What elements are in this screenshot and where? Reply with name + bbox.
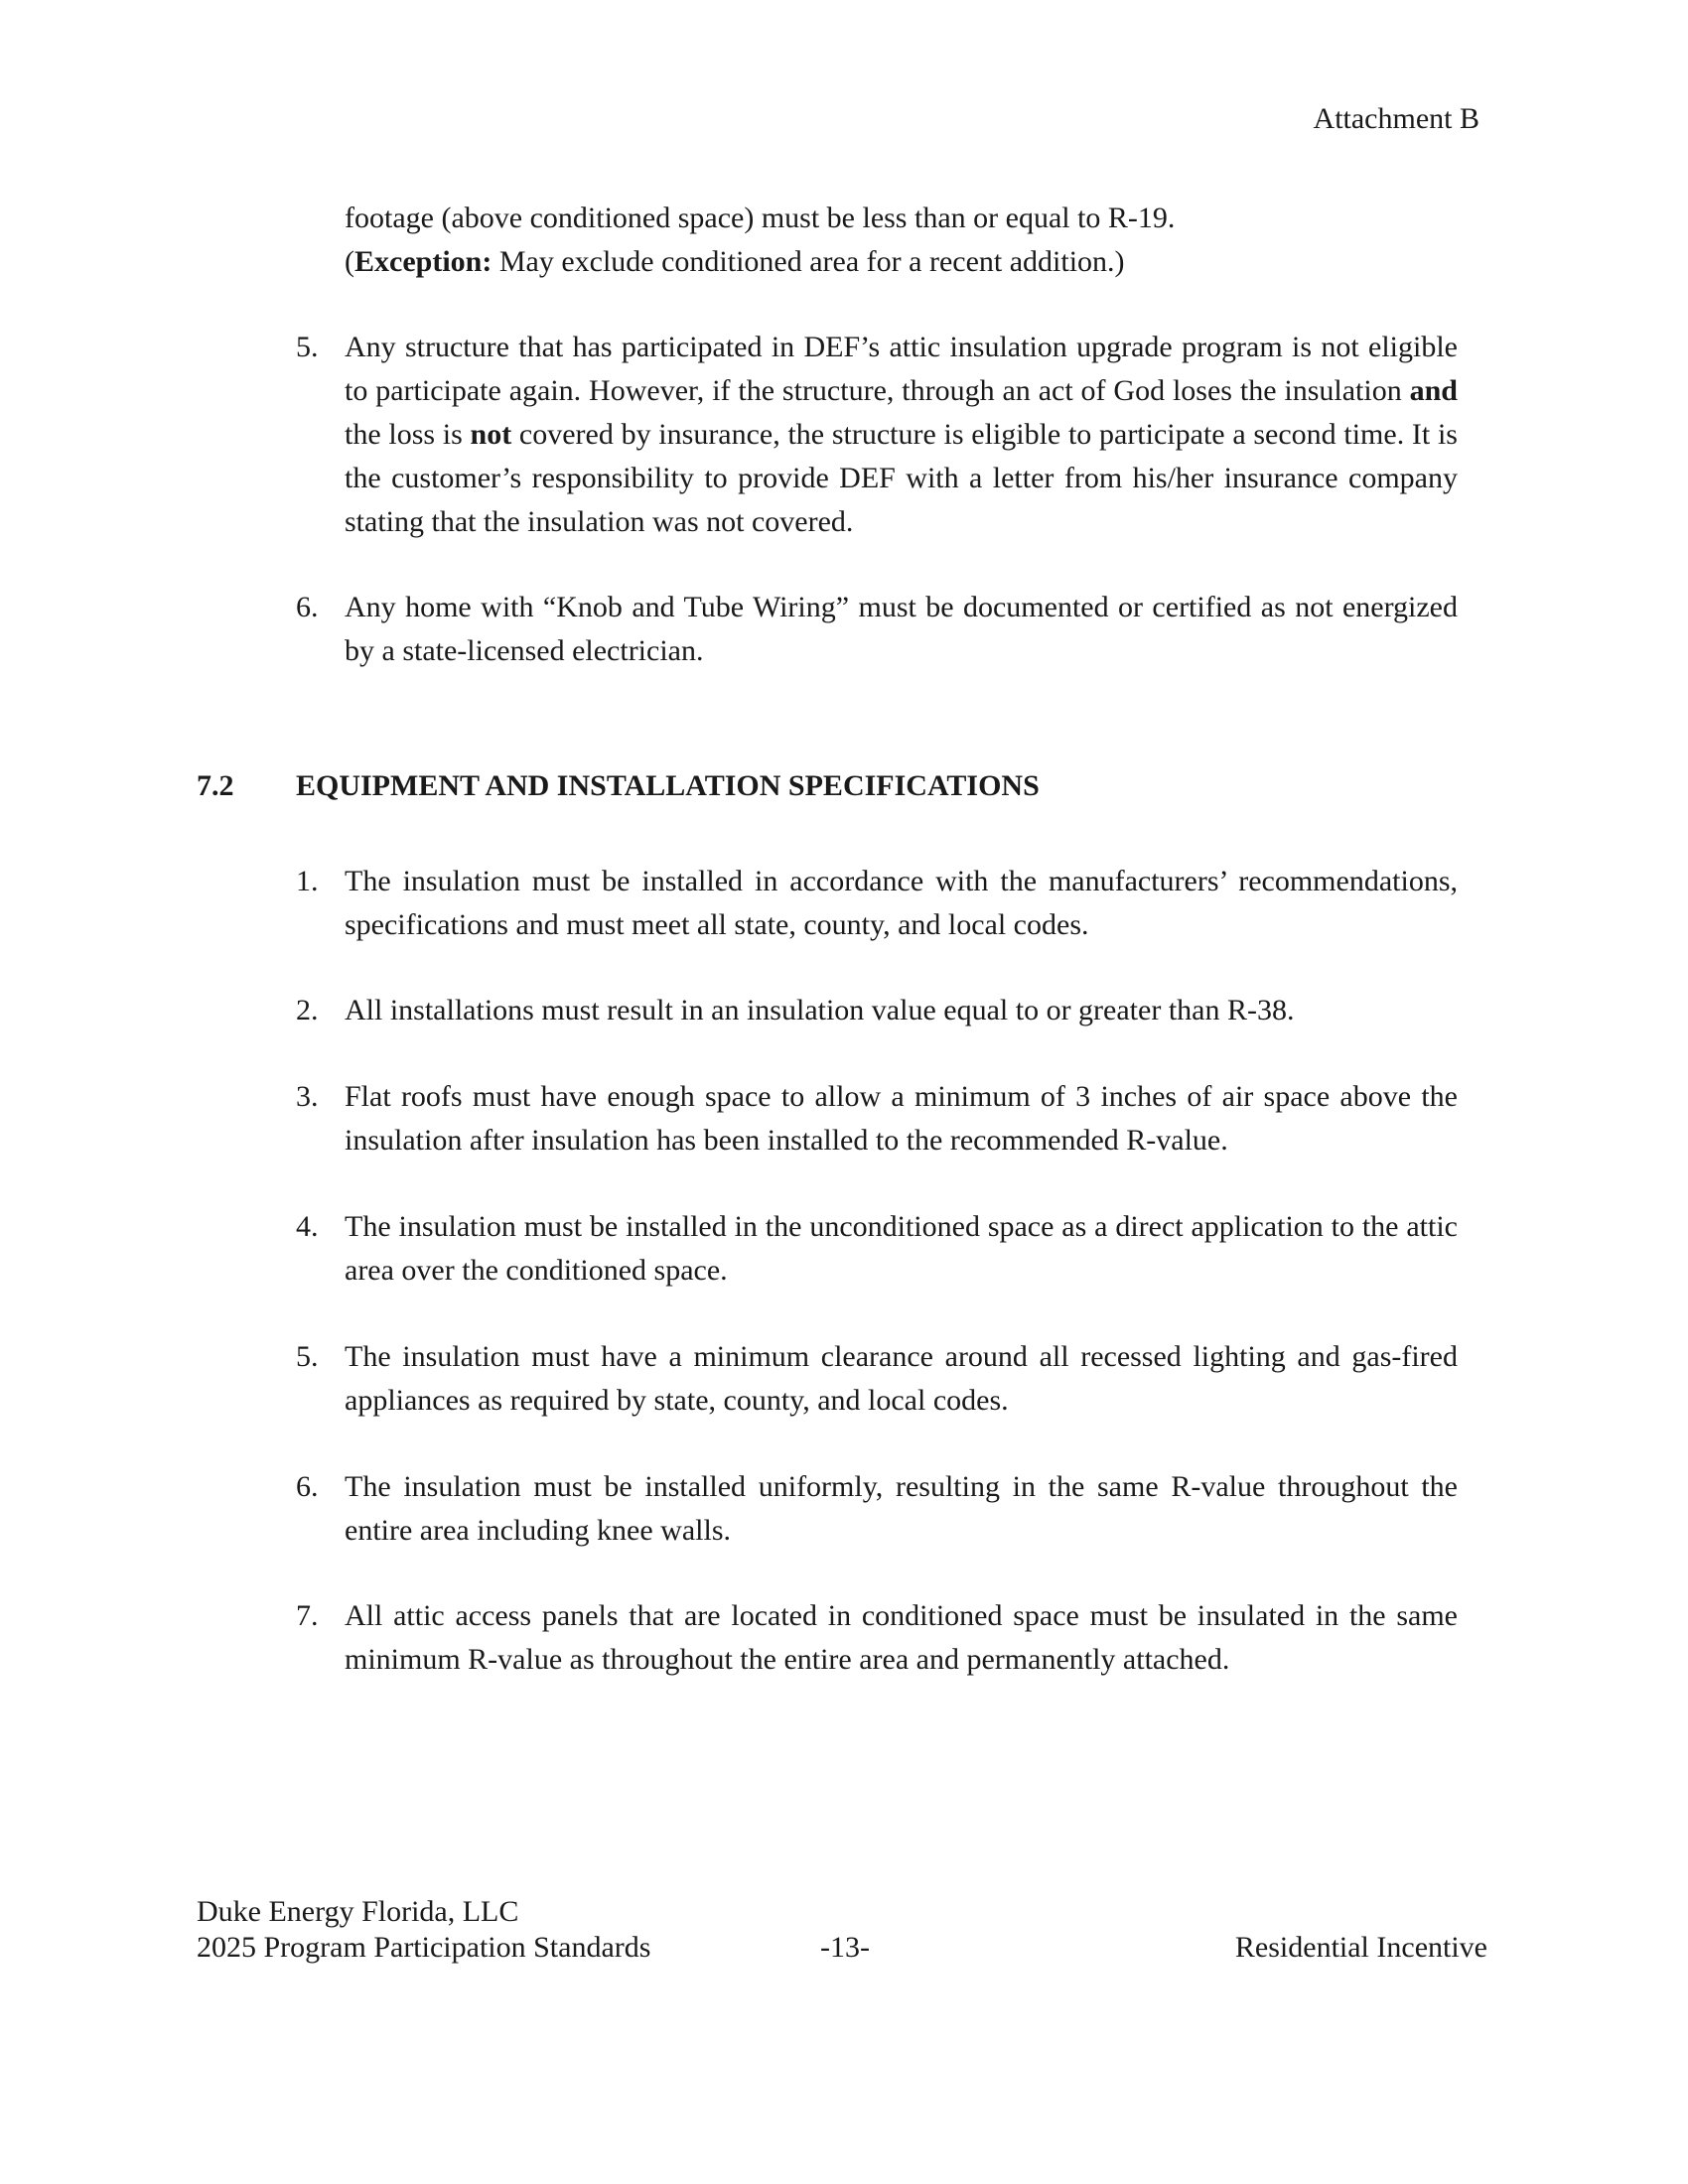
list-item: [296, 1335, 1458, 1423]
list-item-text: All installations must result in an insulation value equal to or greater than R-38.: [345, 994, 1295, 1026]
list-item: [296, 1465, 1458, 1553]
footer-document: 2025 Program Participation Standards: [197, 1931, 651, 1964]
list-item-number: 1.: [296, 865, 319, 897]
emphasis-and: and: [1409, 374, 1458, 407]
section-number: 7.2: [197, 769, 234, 802]
list-item-text: Any structure that has participated in DEF’s attic insulation upgrade program is not eligible to participate again. However, if the structure, through an act of God loses the insulation and the loss is not covered by insurance, the structure is eligible to participate a second time. It is the customer’s responsibility to provide DEF with a letter from his/her insurance company stating that the insulation was not covered.: [345, 331, 1458, 538]
exception-line: [345, 240, 1457, 284]
list-item: [296, 860, 1458, 947]
page-footer: [197, 1894, 1487, 1966]
list-item-number: 7.: [296, 1599, 319, 1632]
footer-section: Residential Incentive: [1234, 1931, 1487, 1964]
list-item-text: The insulation must be installed uniformly, resulting in the same R-value throughout the entire area including knee walls.: [345, 1470, 1458, 1547]
list-item: [296, 326, 1458, 544]
attachment-label: Attachment B: [1313, 102, 1479, 135]
section-title: EQUIPMENT AND INSTALLATION SPECIFICATIONS: [296, 769, 1040, 802]
list-item-text: Flat roofs must have enough space to allow a minimum of 3 inches of air space above the insulation after insulation has been installed to the recommended R-value.: [345, 1080, 1458, 1157]
list-item-number: 2.: [296, 994, 319, 1026]
footer-row: [197, 1894, 1487, 1930]
list-item-text: The insulation must be installed in accordance with the manufacturers’ recommendations, specifications and must meet all state, county, and local codes.: [345, 865, 1458, 941]
continued-line: footage (above conditioned space) must be less than or equal to R-19.: [345, 202, 1176, 234]
list-item: [296, 586, 1458, 673]
list-item-number: 6.: [296, 1470, 319, 1503]
section-heading: [197, 764, 1040, 808]
page-number: -13-: [820, 1931, 870, 1964]
list-item-text: The insulation must have a minimum clearance around all recessed lighting and gas-fired appliances as required by state, county, and local codes.: [345, 1340, 1458, 1417]
continued-paragraph: [345, 197, 1457, 284]
list-item: [296, 1075, 1458, 1162]
exception-label: Exception:: [354, 245, 492, 278]
list-item-number: 4.: [296, 1210, 319, 1243]
open-paren: (: [345, 245, 354, 278]
list-item-number: 5.: [296, 331, 319, 363]
list-item-number: 3.: [296, 1080, 319, 1113]
list-item-number: 5.: [296, 1340, 319, 1373]
list-item-text: The insulation must be installed in the unconditioned space as a direct application to the attic area over the conditioned space.: [345, 1210, 1458, 1287]
list-item: [296, 1594, 1458, 1682]
footer-company: Duke Energy Florida, LLC: [197, 1895, 519, 1928]
list-item-text: All attic access panels that are located in conditioned space must be insulated in the same minimum R-value as throughout the entire area and permanently attached.: [345, 1599, 1458, 1676]
list-item-number: 6.: [296, 591, 319, 623]
list-item: [296, 989, 1458, 1032]
footer-row: [197, 1930, 1487, 1966]
exception-text: May exclude conditioned area for a recent addition.): [492, 245, 1125, 278]
emphasis-not: not: [470, 418, 512, 451]
list-item-text: Any home with “Knob and Tube Wiring” must be documented or certified as not energized by a state-licensed electrician.: [345, 591, 1458, 667]
list-item: [296, 1205, 1458, 1293]
